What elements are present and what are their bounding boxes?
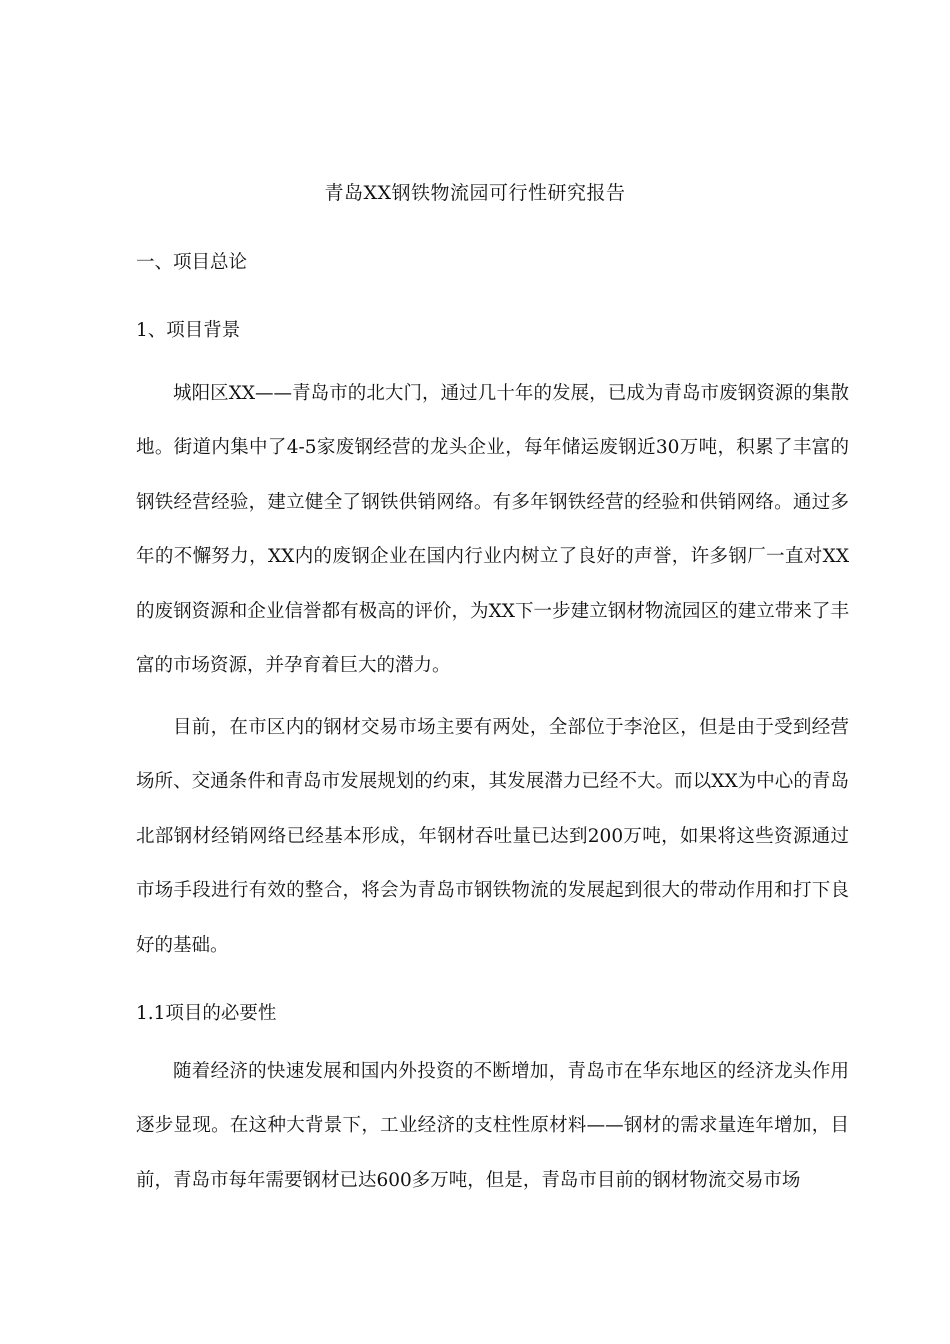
paragraph-necessity-1: 随着经济的快速发展和国内外投资的不断增加，青岛市在华东地区的经济龙头作用逐步显现。在这种大背景下，工业经济的支柱性原材料——钢材的需求量连年增加，目前，青岛市每年需要钢材已达600多万吨，但是，青岛市目前的钢材物流交易市场	[136, 1061, 849, 1191]
paragraph-background-1: 城阳区XX——青岛市的北大门，通过几十年的发展，已成为青岛市废钢资源的集散地。街道内集中了4-5家废钢经营的龙头企业，每年储运废钢近30万吨，积累了丰富的钢铁经营经验，建立健全了钢铁供销网络。有多年钢铁经营的经验和供销网络。通过多年的不懈努力，XX内的废钢企业在国内行业内树立了良好的声誉，许多钢厂一直对XX的废钢资源和企业信誉都有极高的评价，为XX下一步建立钢材物流园区的建立带来了丰富的市场资源，并孕育着巨大的潜力。	[136, 383, 849, 677]
section-heading-background: 1、项目背景	[136, 320, 241, 341]
document-title: 青岛XX钢铁物流园可行性研究报告	[324, 182, 626, 204]
paragraph-background-2: 目前，在市区内的钢材交易市场主要有两处，全部位于李沧区，但是由于受到经营场所、交通条件和青岛市发展规划的约束，其发展潜力已经不大。而以XX为中心的青岛北部钢材经销网络已经基本形成，年钢材吞吐量已达到200万吨，如果将这些资源通过市场手段进行有效的整合，将会为青岛市钢铁物流的发展起到很大的带动作用和打下良好的基础。	[136, 717, 849, 956]
section-heading-necessity: 1.1项目的必要性	[136, 1003, 277, 1024]
section-heading-overview: 一、项目总论	[136, 252, 248, 273]
